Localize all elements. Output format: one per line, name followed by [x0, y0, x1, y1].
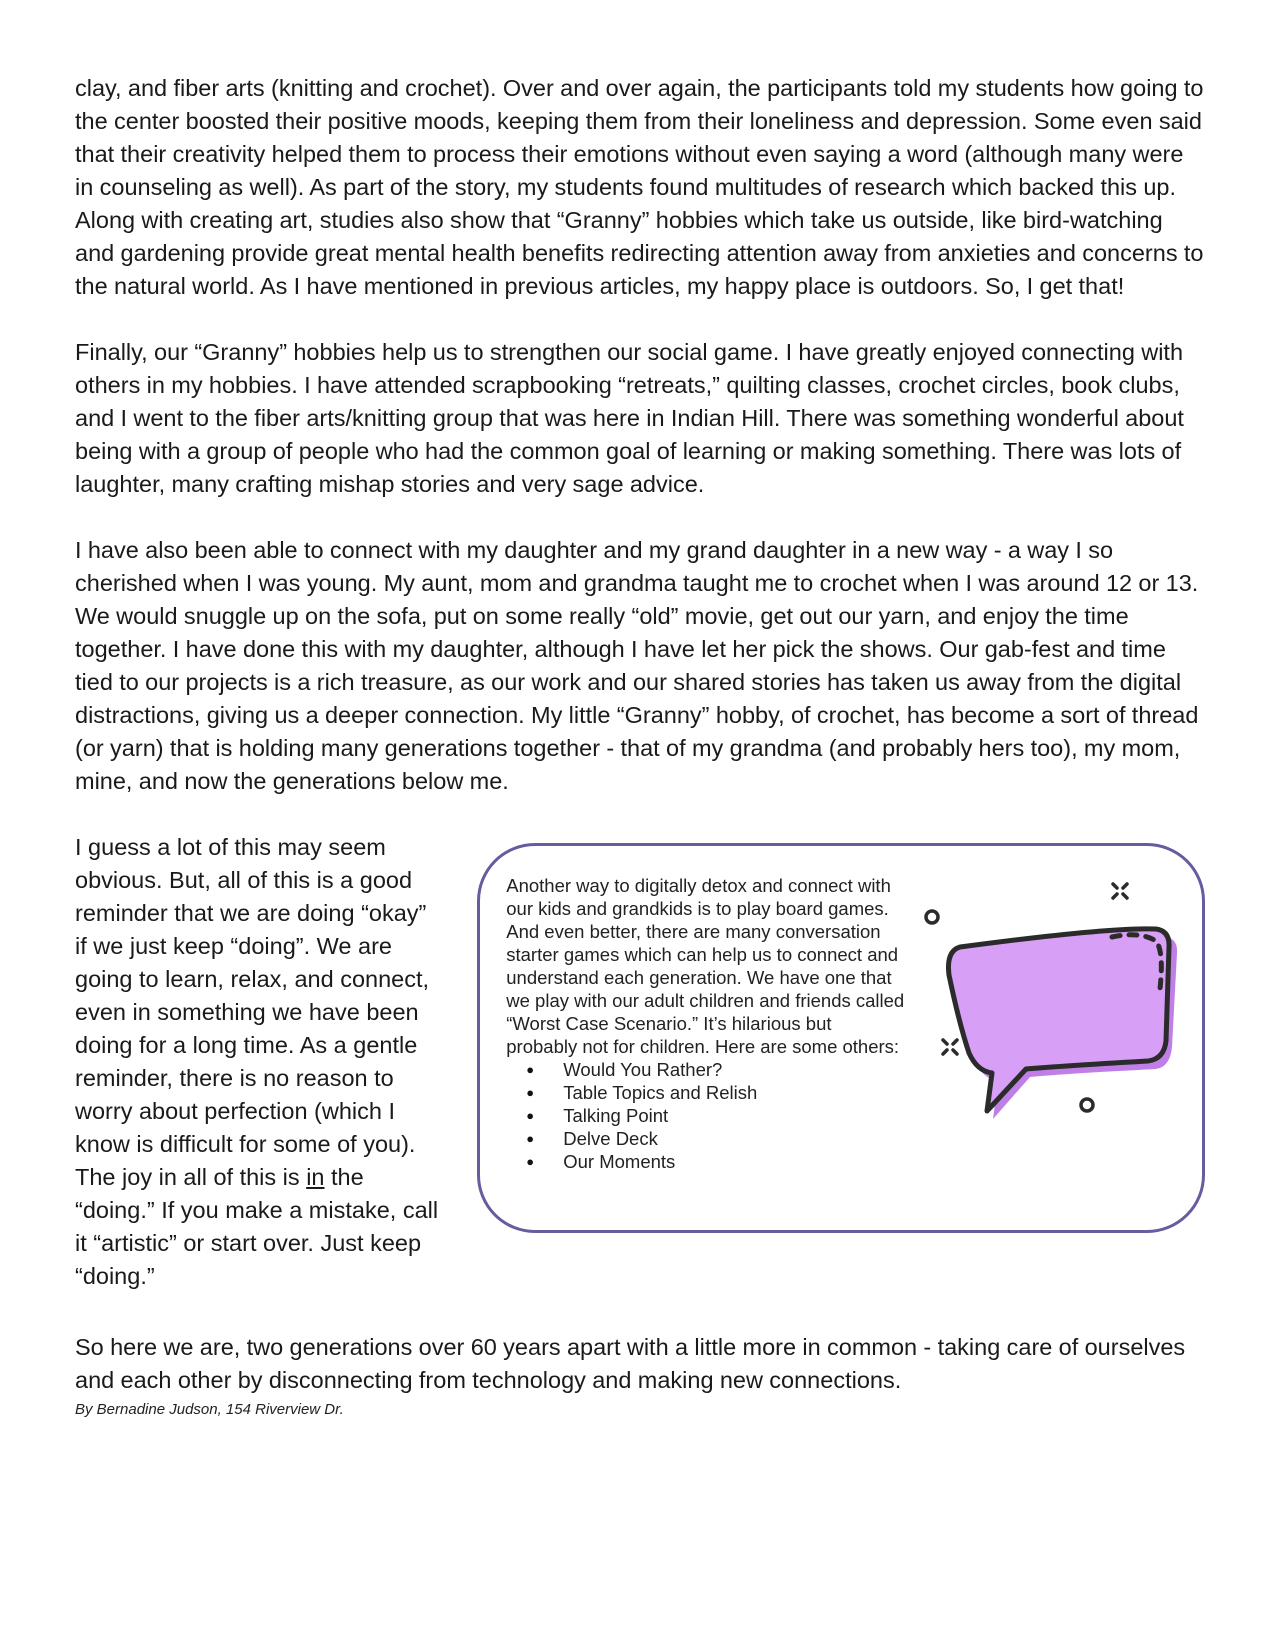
speech-bubble-body	[949, 929, 1170, 1111]
two-column-section	[75, 831, 1205, 1293]
paragraph-2: Finally, our “Granny” hobbies help us to strengthen our social game. I have greatly enjoyed connecting with others in my hobbies. I have attended scrapbooking “retreats,” quilting classes, crochet circles, book clubs, and I went to the fiber arts/knitting group that was here in Indian Hill. There was something wonderful about being with a group of people who had the common goal of learning or making something. There was lots of laughter, many crafting mishap stories and very sage advice.	[75, 339, 1184, 497]
callout-text	[506, 874, 906, 1173]
circle-icon	[1081, 1099, 1093, 1111]
speech-bubble-icon	[920, 871, 1210, 1171]
paragraph-4	[75, 831, 442, 1293]
game-item: ● Would You Rather?	[506, 1058, 906, 1081]
paragraph-4-end: the “doing.” If you make a mistake, call it “artistic” or start over. Just keep “doing.”	[75, 1164, 439, 1289]
game-item: ● Table Topics and Relish	[506, 1081, 906, 1104]
underlined-word: in	[306, 1164, 325, 1190]
sparkle-icon	[943, 1040, 957, 1054]
game-item: ● Our Moments	[506, 1150, 906, 1173]
paragraph-3: I have also been able to connect with my daughter and my grand daughter in a new way - a way I so cherished when I was young. My aunt, mom and grandma taught me to crochet when I was around 12 or 13. We would snuggle up on the sofa, put on some really “old” movie, get out our yarn, and enjoy the time together. I have done this with my daughter, although I have let her pick the shows. Our gab-fest and time tied to our projects is a rich treasure, as our work and our shared stories has taken us away from the digital distractions, giving us a deeper connection. My little “Granny” hobby, of crochet, has become a sort of thread (or yarn) that is holding many generations together - that of my grandma (and probably hers too), my mom, mine, and now the generations below me.	[75, 537, 1199, 794]
byline: By Bernadine Judson, 154 Riverview Dr.	[75, 1401, 344, 1418]
paragraph-4-start: I guess a lot of this may seem obvious. But, all of this is a good reminder that we are doing “okay” if we just keep “doing”. We are going to learn, relax, and connect, even in something we have been doing for a long time. As a gentle reminder, there is no reason to worry about perfection (which I know is difficult for some of you). The joy in all of this is	[75, 834, 430, 1190]
article-page	[75, 72, 1205, 1418]
circle-icon	[926, 911, 938, 923]
game-list	[506, 1058, 906, 1173]
board-games-callout	[477, 843, 1205, 1233]
game-item: ● Delve Deck	[506, 1127, 906, 1150]
game-item: ● Talking Point	[506, 1104, 906, 1127]
sparkle-icon	[1113, 884, 1127, 898]
paragraph-1: clay, and fiber arts (knitting and crochet). Over and over again, the participants told my students how going to the center boosted their positive moods, keeping them from their loneliness and depression. Some even said that their creativity helped them to process their emotions without even saying a word (although many were in counseling as well). As part of the story, my students found multitudes of research which backed this up. Along with creating art, studies also show that “Granny” hobbies which take us outside, like bird-watching and gardening provide great mental health benefits redirecting attention away from anxieties and concerns to the natural world. As I have mentioned in previous articles, my happy place is outdoors. So, I get that!	[75, 75, 1204, 299]
callout-intro: Another way to digitally detox and connect with our kids and grandkids is to play board games. And even better, there are many conversation starter games which can help us to connect and understand each generation. We have one that we play with our adult children and friends called “Worst Case Scenario.” It’s hilarious but probably not for children. Here are some others:	[506, 875, 905, 1057]
paragraph-5: So here we are, two generations over 60 years apart with a little more in common - taking care of ourselves and each other by disconnecting from technology and making new connections.	[75, 1334, 1186, 1393]
